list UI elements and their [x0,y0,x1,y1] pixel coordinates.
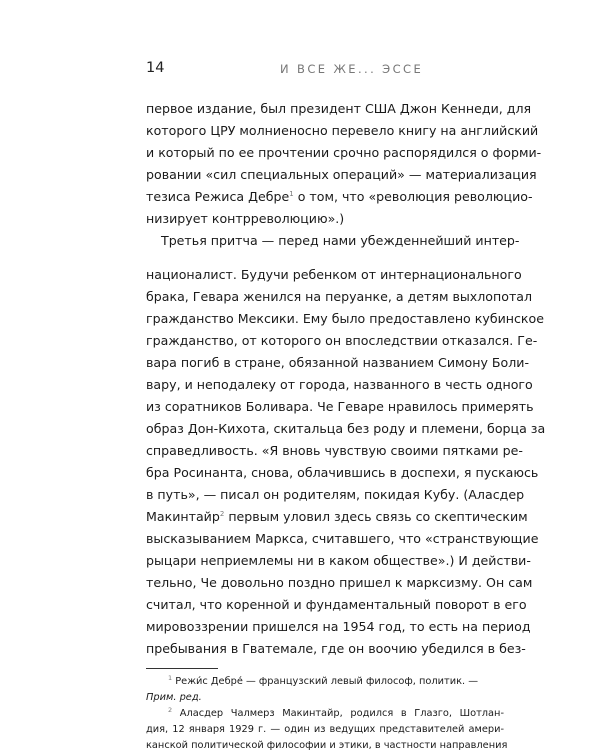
text-line: ровании «сил специальных операций» — материализация [146,167,537,182]
footnote-2 [146,706,504,723]
running-title: И ВСЕ ЖЕ... ЭССЕ [280,62,424,76]
footnote-text: Аласдер Чалмерз Макинтайр, родился в Глазго, Шотлан- [179,708,504,719]
text-segment: о том, что «революция революцио- [293,189,533,204]
text-line [146,186,533,208]
text-line: пребывания в Гватемале, где он воочию убедился в без- [146,641,526,656]
footnote-text-line [146,690,504,707]
text-line: мировоззрении пришелся на 1954 год, то есть на период [146,619,531,634]
footnote-text-line: дия, 12 января 1929 г. — один из ведущих представителей амери- [146,724,504,735]
page-number: 14 [146,60,165,76]
text-line: брака, Гевара женился на перуанке, а детям выхлопотал [146,289,533,304]
text-segment: тезиса Режиса Дебре [146,189,290,204]
text-segment: первым уловил здесь связь со скептическим [224,509,528,524]
footnote-divider [146,668,218,669]
text-line: вару, и неподалеку от города, названного в честь одного [146,377,533,392]
text-line [146,506,528,528]
text-line: из соратников Боливара. Че Геваре нравилось примерять [146,399,534,414]
text-line: образ Дон-Кихота, скитальца без роду и племени, борца за [146,421,546,436]
text-line: низирует контрреволюцию».) [146,211,345,226]
text-line: гражданство Мексики. Ему было предоставлено кубинское [146,311,544,326]
text-line: вара погиб в стране, обязанной названием Симону Боли- [146,355,530,370]
text-line: в путь», — писал он родителям, покидая Кубу. (Аласдер [146,487,525,502]
text-line: тельно, Че довольно поздно пришел к марксизму. Он сам [146,575,533,590]
footnote-marker: 1 [168,674,173,682]
footnote-1 [146,674,526,691]
text-line: высказыванием Маркса, считавшего, что «странствующие [146,531,539,546]
text-line: Третья притча — перед нами убежденнейший интер- [161,233,520,248]
text-line: бра Росинанта, снова, облачившись в доспехи, я пускаюсь [146,465,539,480]
text-line: которого ЦРУ молниеносно перевело книгу на английский [146,123,539,138]
editor-note: Прим. ред. [146,692,202,703]
footnote-ref-1[interactable]: 1 [289,190,294,198]
footnote-marker: 2 [168,706,173,714]
footnote-ref-2[interactable]: 2 [219,510,225,518]
footnote-text: Режи́с Дебре́ — французский левый философ, политик. — [175,676,479,687]
text-line: считал, что коренной и фундаментальный поворот в его [146,597,527,612]
footnote-text-line: канской политической философии и этики, в частности направления [146,740,508,751]
text-line: первое издание, был президент США Джон Кеннеди, для [146,101,532,116]
text-line: националист. Будучи ребенком от интернационального [146,267,522,282]
text-segment: Макинтайр [146,509,220,524]
text-line: рыцари неприемлемы ни в каком обществе».) И действи- [146,553,531,568]
text-line: и который по ее прочтении срочно распорядился о форми- [146,145,542,160]
text-line: гражданство, от которого он впоследствии отказался. Ге- [146,333,538,348]
text-line: справедливость. «Я вновь чувствую своими пятками ре- [146,443,523,458]
